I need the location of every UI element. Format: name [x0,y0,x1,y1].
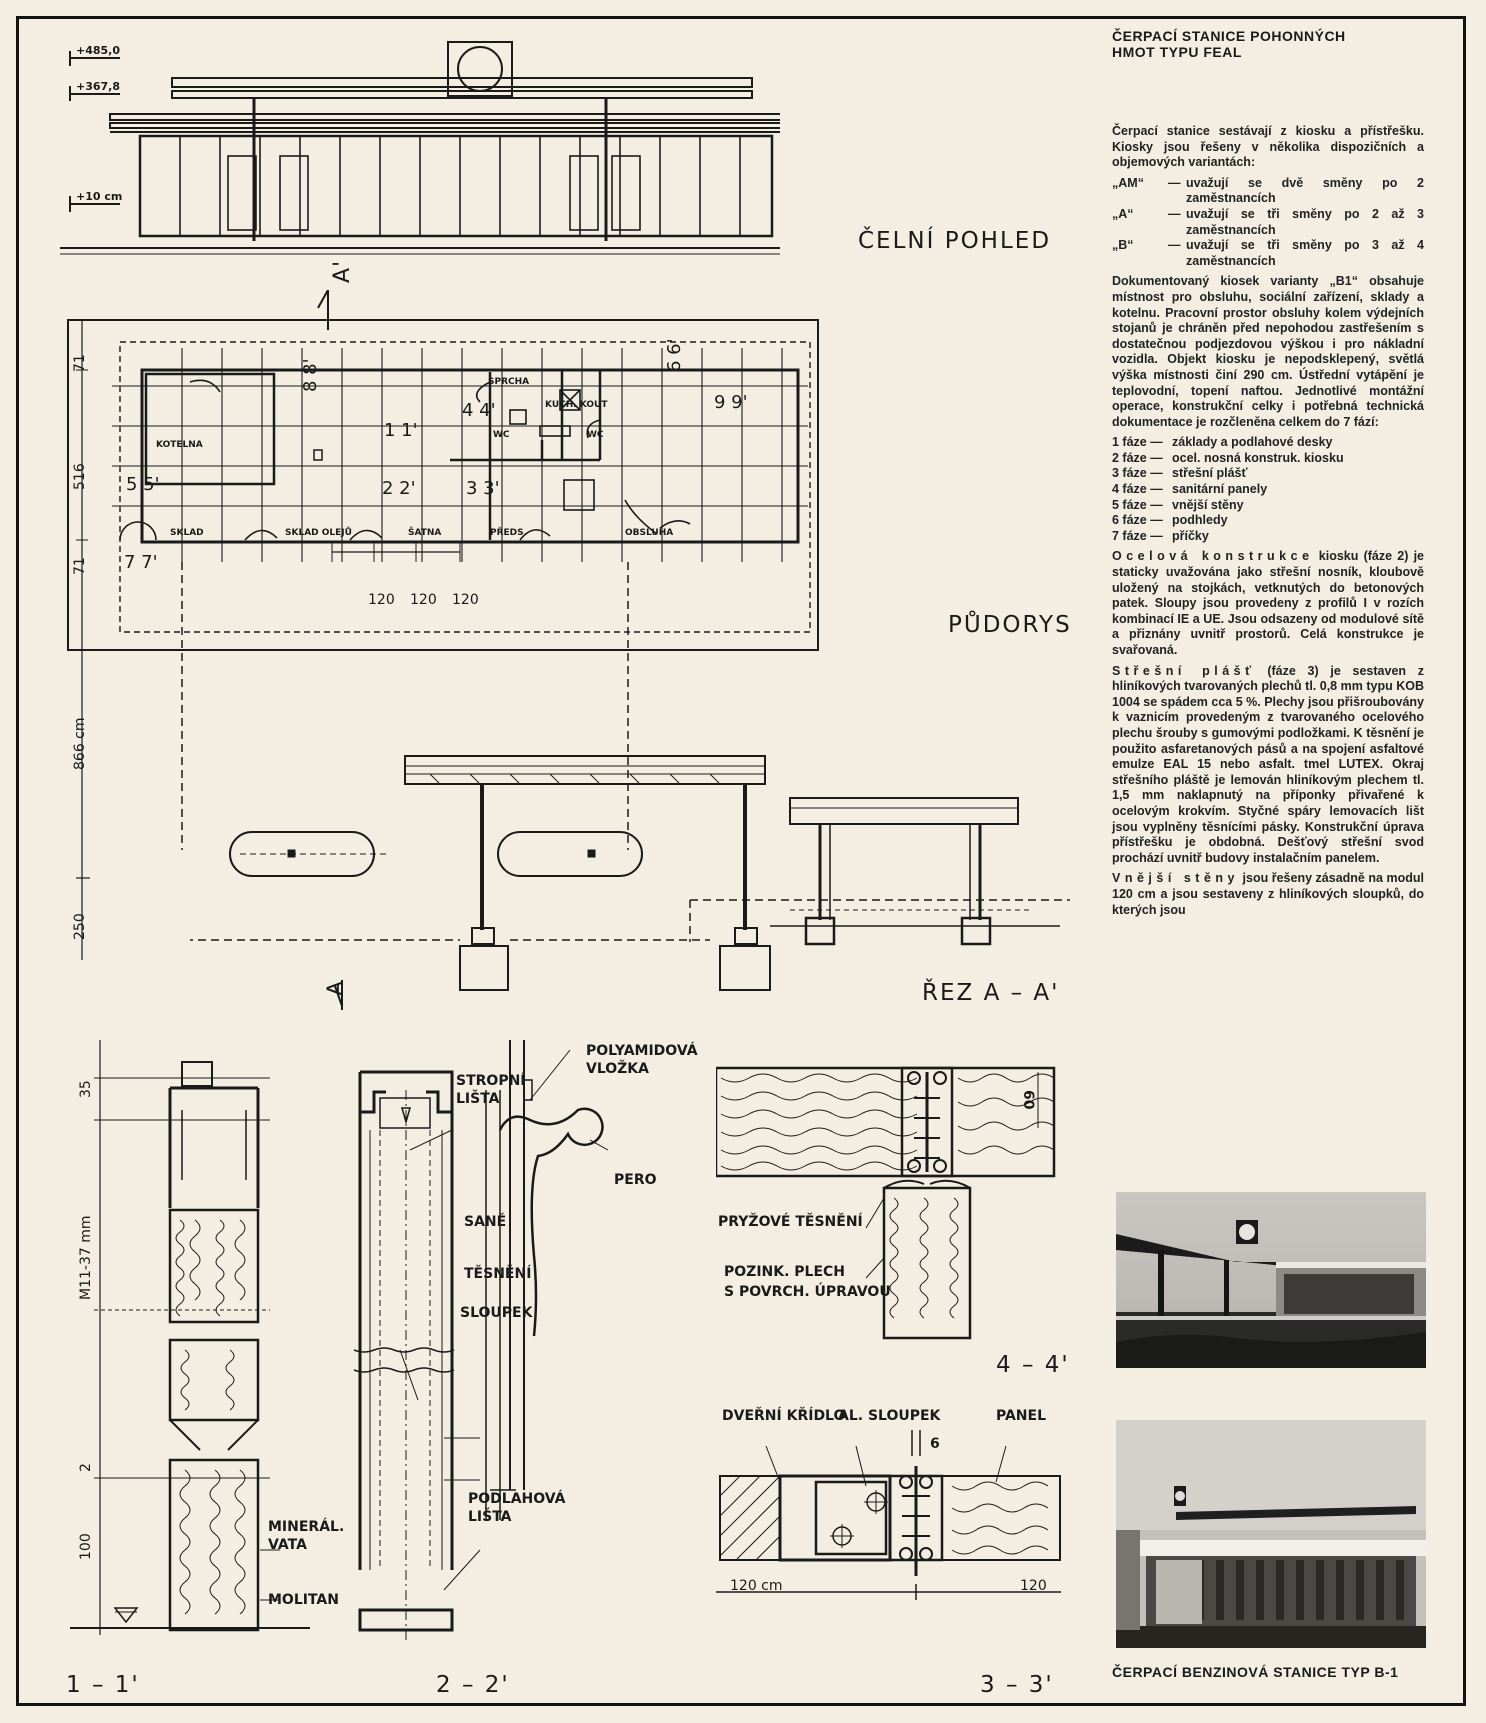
d2-label-polyamidova: POLYAMIDOVÁ VLOŽKA [586,1043,698,1077]
section-drawing [190,750,1070,1010]
cut-mark-1: 1 1' [384,420,418,441]
intro-paragraph: Čerpací stanice sestávají z kiosku a přístřešku. Kiosky jsou řešeny v několika dispozičních a objemových variantách: [1112,124,1424,170]
plan-dim-side-2: 516 [72,463,88,490]
section-mark-a: A [324,979,349,996]
d3-dim-120cm: 120 cm [730,1578,783,1594]
d3-label-6: 6 [930,1436,940,1452]
d3-label-dverni-kridlo: DVEŘNÍ KŘÍDLO [722,1408,846,1424]
variant-key: „AM“ [1112,175,1144,190]
variant-text: uvažují se dvě směny po 2 zaměstnancích [1186,175,1424,206]
cut-mark-9: 9 9' [714,392,748,413]
photo-station-1 [1116,1192,1426,1368]
plan-dim-side-1: 71 [72,354,88,372]
phase-item: 7 fáze — příčky [1112,528,1209,543]
elev-top-label: +485,0 [76,44,121,57]
front-view-title: ČELNÍ POHLED [858,228,1052,254]
d4-dim-60: 60 [1020,1090,1036,1110]
detail-1-title: 1 – 1' [66,1672,140,1698]
d2-label-pero: PERO [614,1172,657,1188]
detail-3-title: 3 – 3' [980,1672,1054,1698]
plan-dim-side-3: 71 [72,557,88,575]
detail-4-title: 4 – 4' [996,1352,1070,1378]
d2-label-sloupek: SLOUPEK [460,1305,533,1321]
variant-text: uvažují se tři směny po 2 až 3 zaměstnancích [1186,206,1424,237]
paragraph-4 [1112,664,1424,867]
cut-mark-7: 7 7' [124,552,158,573]
elev-base-label: +10 cm [76,190,123,203]
d4-label-povrch: S POVRCH. ÚPRAVOU [724,1284,891,1300]
cut-mark-8: 8 8' [300,358,321,392]
variant-item: „AM“ — uvažují se dvě směny po 2 zaměstnancích [1112,175,1424,206]
p3-lead: Ocelová konstrukce [1112,549,1314,564]
plan-dim-1: 120 [368,592,395,608]
variants-list [1112,176,1424,270]
p5-lead: Vnější stěny [1112,871,1239,886]
room-sprcha: SPRCHA [488,377,530,387]
cut-mark-4: 4 4' [462,400,496,421]
room-kotelna: KOTELNA [156,440,203,450]
phase-item: 1 fáze — základy a podlahové desky [1112,435,1333,450]
paragraph-2: Dokumentovaný kiosek varianty „B1“ obsahuje místnost pro obsluhu, sociální zařízení, sklady a kotelnu. Pracovní prostor obsluhy kolem výdejních stojanů je chráněn před nepohodou zastřešením s dostatečnou podjezdovou výškou i pro nákladní vozidla. Objekt kiosku je nepodsklepený, světlá výška místnosti činí 290 cm. Ústřední vytápění je teplovodní, topení naftou. Jednotlivé montážní operace, konstrukční celky i potřebná technická dokumentace je rozčleněna celkem do 7 fází: [1112,274,1424,429]
cut-mark-3: 3 3' [466,478,500,499]
phases-list [1112,435,1424,544]
phase-item: 2 fáze — ocel. nosná konstruk. kiosku [1112,450,1344,465]
room-sklad: SKLAD [170,528,204,538]
section-title: ŘEZ A – A' [922,980,1060,1006]
detail-4-drawing [716,1058,1066,1348]
room-kuch: KUCH. KOUT [545,400,608,410]
d3-dim-120: 120 [1020,1578,1047,1594]
elev-mid-label: +367,8 [76,80,121,93]
article-body [1112,124,1424,923]
photo-station-2 [1116,1420,1426,1648]
p3-body: kiosku (fáze 2) je staticky uvažována jako střešní nosník, kloubově uložený na stojkách, vetknutých do betonových patek. Sloupy jsou provedeny z profilů I v rozích kombinací IE a UE. Jsou odsazeny od modulové sítě a přiznány uvnitř prostorů. Celá konstrukce je svařovaná. [1112,549,1424,657]
detail-2-title: 2 – 2' [436,1672,510,1698]
heading-line-1: ČERPACÍ STANICE POHONNÝCH [1112,28,1346,44]
plan-title: PŮDORYS [948,612,1072,638]
article-heading [1112,28,1432,60]
p5-body: jsou řešeny zásadně na modul 120 cm a jsou sestaveny z hliníkových sloupků, do kterých jsou [1112,871,1424,917]
variant-key: „B“ [1112,238,1134,253]
room-wc-2: WC [587,430,604,440]
d1-dim-35: 35 [78,1080,94,1098]
d2-label-tesneni: TĚSNĚNÍ [464,1266,532,1282]
heading-line-2: HMOT TYPU FEAL [1112,44,1242,60]
phase-item: 5 fáze — vnější stěny [1112,497,1244,512]
detail-2-drawing [340,1030,670,1650]
cut-mark-6: 6 6' [664,338,685,372]
room-obsluha: OBSLUHA [625,528,674,538]
d1-label-molitan: MOLITAN [268,1592,339,1608]
p4-body: (fáze 3) je sestaven z hliníkových tvarovaných plechů tl. 0,8 mm typu KOB 1004 se spádem cca 5 %. Plechy jsou přišroubovány k vaznicím provedeným z tvarovaného ocelového plechu šrouby s gumovými podložkami. K těsnění je použito asfaretanových pásů a na spojení asfaltové emulze EAL 15 nebo asfalt. tmel LUTEX. Okraj střešního pláště je lemován hliníkovým plechem tl. 1,5 mm naklapnutý na příponky přivařené k ocelovým krokvím. Styčné spáry lemovacích lišt jsou vyplněny těsnícími pásky. Konstrukční úprava přístřešku je obdobná. Dešťový střešní svod prochází uvnitř budovy instalačním panelem. [1112,663,1425,865]
phase-item: 3 fáze — střešní plášť [1112,466,1248,481]
photo-2-image [1116,1420,1426,1648]
d4-label-pryzove: PRYŽOVÉ TĚSNĚNÍ [718,1214,863,1230]
plan-section-mark: A' [330,259,355,283]
plan-dim-3: 120 [452,592,479,608]
cut-mark-5: 5 5' [126,474,160,495]
room-predsin: PŘEDS. [490,528,528,538]
d2-label-podlahova-lista: PODLAHOVÁ LIŠTA [468,1491,566,1525]
plan-dim-2: 120 [410,592,437,608]
variant-item: „B“ — uvažují se tři směny po 3 až 4 zaměstnancích [1112,238,1424,268]
cut-mark-2: 2 2' [382,478,416,499]
photo-1-image [1116,1192,1426,1368]
p4-lead: Střešní plášť [1112,663,1256,678]
phase-item: 4 fáze — sanitární panely [1112,482,1268,497]
variant-text: uvažují se tři směny po 3 až 4 zaměstnancích [1186,238,1424,268]
phase-item: 6 fáze — podhledy [1112,513,1228,528]
plan-dim-long: 866 cm [72,717,88,770]
d3-label-panel: PANEL [996,1408,1047,1424]
plan-dim-long-2: 250 [72,913,88,940]
d1-dim-m11: M11-37 mm [78,1215,94,1300]
photo-caption: ČERPACÍ BENZINOVÁ STANICE TYP B-1 [1112,1664,1399,1680]
paragraph-3 [1112,549,1424,658]
room-wc-1: WC [493,430,510,440]
long-dim-line [70,650,100,970]
detail-1-drawing [70,1040,310,1650]
room-satna: ŠATNA [408,528,442,538]
variant-key: „A“ [1112,206,1134,221]
room-sklad-oleju: SKLAD OLEJŮ [285,528,352,538]
d2-label-sane: SANĚ [464,1214,507,1230]
d2-label-stropni-lista: STROPNÍ LIŠTA [456,1073,526,1107]
d1-label-mineral-vata: MINERÁL. VATA [268,1519,345,1553]
d1-dim-2: 2 [78,1463,94,1472]
variant-item: „A“ — uvažují se tři směny po 2 až 3 zaměstnancích [1112,206,1424,237]
d3-label-al-sloupek: AL. SLOUPEK [838,1408,941,1424]
paragraph-5 [1112,871,1424,918]
front-view-drawing [60,36,780,266]
d1-dim-100: 100 [78,1533,94,1560]
d4-label-pozink: POZINK. PLECH [724,1264,846,1280]
